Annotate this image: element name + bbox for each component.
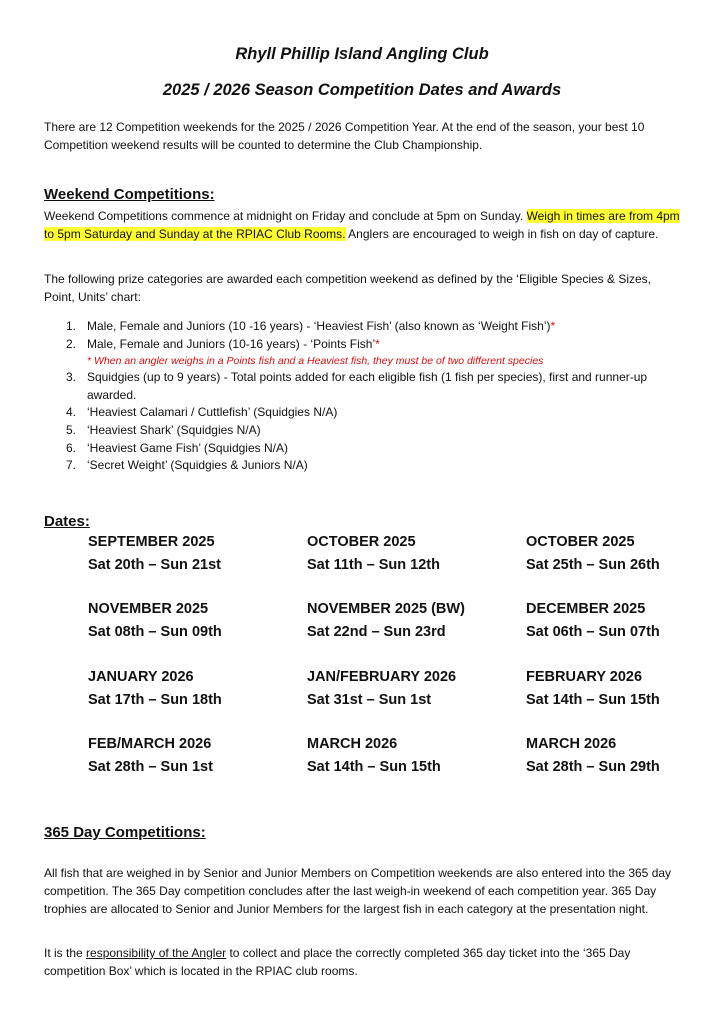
asterisk-mark: * [375, 336, 380, 351]
day365-paragraph: All fish that are weighed in by Senior and Junior Members on Competition weekends are also entered into the 365 day competition. The 365 Day competition concludes after the last weigh-in weekend of each competition year. 365 Day trophies are allocated to Senior and Junior Members for the largest fish in each category at the presentation night. [44, 866, 672, 916]
prize-number: 1. [66, 319, 77, 333]
date-month: JAN/FEBRUARY 2026 [307, 668, 457, 685]
prize-item [66, 422, 686, 440]
responsibility-text-start: It is the [44, 946, 87, 960]
prize-text: ‘Heaviest Shark’ (Squidgies N/A) [87, 422, 261, 437]
intro-paragraph: There are 12 Competition weekends for the 2025 / 2026 Competition Year. At the end of the season, your best 10 Competition weekend results will be counted to determine the Club Championship. [44, 120, 645, 152]
weigh-in-highlight: Weigh in times are from 4pm to 5pm Saturday and Sunday at the RPIAC Club Rooms. [44, 209, 680, 241]
date-days: Sat 11th – Sun 12th [307, 557, 440, 573]
prize-text: ‘Heaviest Game Fish’ (Squidgies N/A) [87, 440, 288, 455]
day365-competitions-heading: 365 Day Competitions: [44, 824, 206, 841]
document-title: Rhyll Phillip Island Angling Club [235, 45, 489, 63]
prize-item [66, 369, 686, 404]
date-month: MARCH 2026 [307, 735, 398, 752]
date-month: SEPTEMBER 2025 [88, 534, 215, 550]
prize-number: 5. [66, 422, 77, 437]
prize-number: 7. [66, 458, 77, 473]
date-days: Sat 08th – Sun 09th [88, 624, 222, 641]
dates-row [88, 531, 688, 598]
date-entry [307, 531, 517, 577]
prize-category-list [66, 318, 686, 475]
prize-item [66, 457, 686, 475]
date-days: Sat 14th – Sun 15th [307, 758, 441, 775]
date-days: Sat 20th – Sun 21st [88, 557, 221, 573]
prize-text: Male, Female and Juniors (10-16 years) - ‘Points Fish’ [87, 336, 376, 351]
date-entry [307, 666, 517, 712]
date-days: Sat 25th – Sun 26th [526, 557, 660, 573]
responsibility-text-end: to collect and place the correctly completed 365 day ticket into the ‘365 Day competition Box’ which is located in the RPIAC club rooms. [44, 946, 631, 978]
asterisk-mark: * [550, 319, 556, 333]
prize-item [66, 318, 686, 336]
prize-number: 6. [66, 440, 77, 455]
dates-row [88, 598, 688, 665]
weekend-text-start: Weekend Competitions commence at midnight on Friday and conclude at 5pm on Sunday. [44, 209, 527, 223]
date-days: Sat 31st – Sun 1st [307, 691, 432, 708]
prize-item [66, 336, 686, 370]
date-entry [526, 531, 724, 577]
date-days: Sat 14th – Sun 15th [526, 691, 660, 708]
date-entry [88, 531, 298, 577]
weekend-paragraph [44, 207, 684, 243]
date-month: FEB/MARCH 2026 [88, 735, 212, 752]
prize-text: Squidgies (up to 9 years) - Total points added for each eligible fish (1 fish per species), first and runner-up awarded. [87, 370, 648, 402]
date-month: NOVEMBER 2025 (BW) [307, 601, 465, 618]
dates-row [88, 666, 688, 733]
responsibility-underlined: responsibility of the Angler [86, 946, 227, 960]
prize-text: Male, Female and Juniors (10 -16 years) - ‘Heaviest Fish’ (also known as ‘Weight Fish’) [87, 319, 551, 333]
species-note: * When an angler weighs in a Points fish and a Heaviest fish, they must be of two different species [87, 355, 544, 368]
date-days: Sat 28th – Sun 29th [526, 758, 660, 775]
date-days: Sat 17th – Sun 18th [88, 691, 222, 708]
prize-text: ‘Secret Weight’ (Squidgies & Juniors N/A) [87, 458, 308, 473]
date-entry [307, 598, 517, 644]
date-month: NOVEMBER 2025 [88, 601, 209, 618]
day365-responsibility-paragraph [44, 944, 684, 980]
dates-heading: Dates: [44, 513, 90, 530]
date-entry [526, 666, 724, 712]
weekend-competitions-heading: Weekend Competitions: [44, 186, 215, 203]
prize-number: 2. [66, 336, 77, 351]
date-entry [526, 598, 724, 644]
date-entry [307, 733, 517, 779]
date-entry [526, 733, 724, 779]
prize-number: 3. [66, 370, 77, 385]
date-month: DECEMBER 2025 [526, 601, 646, 618]
date-days: Sat 22nd – Sun 23rd [307, 624, 446, 641]
date-month: JANUARY 2026 [88, 668, 194, 685]
prize-item [66, 440, 686, 458]
prize-intro-paragraph: The following prize categories are awarded each competition weekend as defined by the ‘Eligible Species & Sizes, Point, Units’ chart: [44, 272, 652, 304]
date-month: OCTOBER 2025 [307, 534, 416, 550]
date-entry [88, 598, 298, 644]
prize-number: 4. [66, 405, 77, 420]
dates-row [88, 733, 688, 800]
date-entry [88, 733, 298, 779]
date-month: FEBRUARY 2026 [526, 668, 643, 685]
prize-text: ‘Heaviest Calamari / Cuttlefish’ (Squidgies N/A) [87, 405, 338, 420]
date-days: Sat 06th – Sun 07th [526, 624, 660, 641]
document-subtitle: 2025 / 2026 Season Competition Dates and Awards [162, 81, 562, 99]
date-month: OCTOBER 2025 [526, 534, 635, 550]
weekend-text-end: Anglers are encouraged to weigh in fish on day of capture. [345, 227, 659, 241]
prize-item [66, 404, 686, 422]
date-entry [88, 666, 298, 712]
competition-dates-grid [88, 531, 688, 800]
date-days: Sat 28th – Sun 1st [88, 758, 213, 775]
date-month: MARCH 2026 [526, 735, 617, 752]
